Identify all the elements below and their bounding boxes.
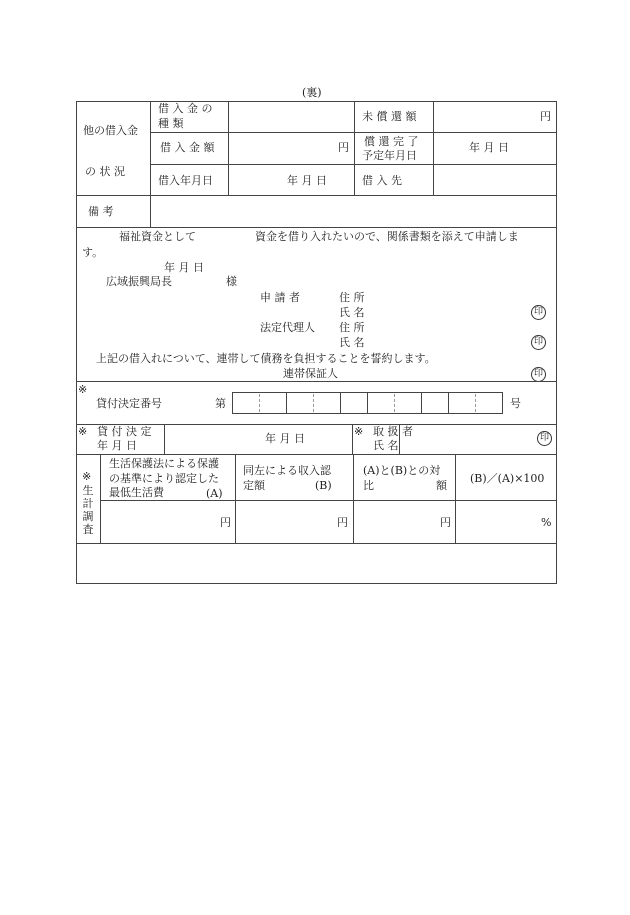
legal-rep-label: 法定代理人	[260, 321, 315, 334]
repay-label-1: 償 還 完 了	[364, 135, 419, 148]
legal-rep-seal-icon: 印	[531, 335, 546, 350]
repay-label-2: 予定年月日	[362, 149, 417, 162]
handler-label-1: 取 扱 者	[373, 425, 413, 438]
loan-kind-field[interactable]	[230, 104, 352, 130]
legal-rep-address-label: 住 所	[339, 321, 365, 334]
other-loan-label: 他の借入金	[83, 124, 138, 137]
decision-number-mark: ※	[78, 383, 88, 396]
decision-date-label-2: 年 月 日	[97, 439, 137, 452]
handler-mark: ※	[354, 425, 364, 438]
loan-amount-field[interactable]	[230, 135, 340, 161]
survey-col1-line3: 最低生活費	[109, 486, 164, 499]
legal-rep-name-label: 氏 名	[339, 336, 365, 349]
survey-unit-3: 円	[440, 516, 451, 529]
unpaid-field[interactable]	[436, 104, 536, 130]
survey-min-living-cost-field[interactable]	[103, 503, 219, 540]
honorific: 様	[226, 275, 237, 288]
survey-unit-pct: %	[541, 516, 552, 529]
decision-date-label-1: 貸 付 決 定	[97, 425, 152, 438]
unpaid-unit: 円	[540, 110, 551, 123]
loan-status-label: の 状 況	[85, 165, 125, 178]
application-date[interactable]: 年 月 日	[164, 261, 204, 274]
remarks-label: 備 考	[88, 205, 114, 218]
bottom-blank-field[interactable]	[79, 546, 554, 581]
handler-label-2: 氏 名	[373, 439, 399, 452]
survey-difference-field[interactable]	[356, 503, 438, 540]
pledge-text: 上記の借入れについて、連帯して債務を負担することを誓約します。	[96, 352, 436, 365]
remarks-field[interactable]	[153, 198, 553, 224]
handler-seal-icon: 印	[537, 431, 552, 446]
page-title: (裏)	[302, 86, 322, 99]
applicant-name-label: 氏 名	[339, 306, 365, 319]
survey-ratio-field[interactable]	[458, 503, 538, 540]
applicant-label: 申 請 者	[260, 291, 300, 304]
go-label: 号	[510, 397, 521, 410]
applicant-seal-icon: 印	[531, 305, 546, 320]
unpaid-label: 未 償 還 額	[362, 110, 417, 123]
survey-col3-line2: 比	[363, 479, 374, 492]
survey-vertical-label: 生計調査	[82, 484, 94, 536]
loan-amount-label: 借 入 金 額	[160, 141, 215, 154]
decision-date-mark: ※	[78, 425, 88, 438]
loan-date-label: 借入年月日	[158, 174, 213, 187]
repay-date-field[interactable]: 年 月 日	[469, 141, 509, 154]
loan-date-field[interactable]: 年 月 日	[287, 174, 327, 187]
dai-label: 第	[215, 397, 226, 410]
guarantor-seal-icon: 印	[531, 367, 546, 382]
application-text-2: す。	[82, 246, 104, 259]
survey-col2-line2: 定額	[243, 479, 265, 492]
survey-col1-line2: の基準により認定した	[109, 472, 219, 485]
addressee: 広域振興局長	[106, 275, 172, 288]
survey-col3-line3: 額	[436, 479, 447, 492]
application-text-1a: 福祉資金として	[119, 230, 196, 243]
lender-field[interactable]	[436, 167, 554, 193]
decision-date-field[interactable]: 年 月 日	[265, 432, 305, 445]
guarantor-label: 連帯保証人	[283, 367, 338, 380]
survey-col3-line1: (A)と(B)との対	[363, 464, 441, 477]
decision-number-label: 貸付決定番号	[96, 397, 162, 410]
survey-col1-tag: (A)	[206, 487, 223, 500]
lender-label: 借 入 先	[362, 174, 402, 187]
applicant-address-label: 住 所	[339, 291, 365, 304]
loan-kind-label-1: 借 入 金 の	[158, 102, 213, 115]
survey-income-field[interactable]	[238, 503, 336, 540]
handler-name-field[interactable]	[402, 427, 528, 451]
survey-unit-2: 円	[337, 516, 348, 529]
survey-col4-header: (B)／(A)×100	[470, 472, 545, 485]
survey-mark: ※	[82, 470, 92, 483]
loan-amount-unit: 円	[338, 141, 349, 154]
survey-col2-line1: 同左による収入認	[243, 464, 331, 477]
survey-col2-tag: (B)	[315, 479, 332, 492]
loan-kind-label-2: 種 類	[158, 117, 184, 130]
application-text-1b: 資金を借り入れたいので、関係書類を添えて申請しま	[255, 230, 519, 243]
survey-col1-line1: 生活保護法による保護	[109, 457, 219, 470]
survey-unit-1: 円	[220, 516, 231, 529]
